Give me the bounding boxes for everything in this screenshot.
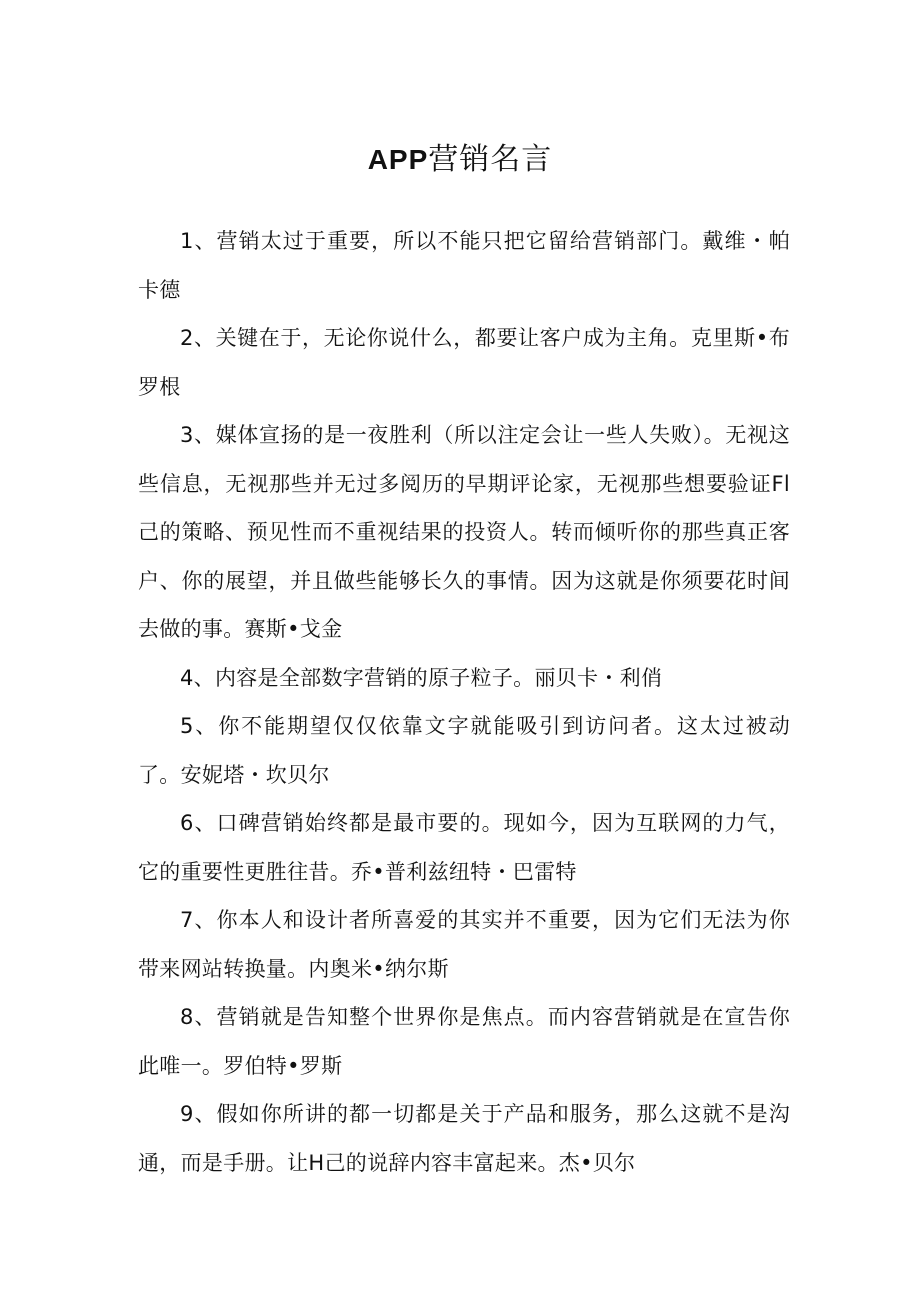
quote-item: 5、你不能期望仅仅依靠文字就能吸引到访问者。这太过被动了。安妮塔・坎贝尔 <box>138 714 790 787</box>
quote-item: 8、营销就是告知整个世界你是焦点。而内容营销就是在宣告你此唯一。罗伯特•罗斯 <box>138 1005 790 1078</box>
quote-list <box>138 217 790 1187</box>
document-title <box>0 136 920 184</box>
quote-item: 3、媒体宣扬的是一夜胜利（所以注定会让一些人失败）。无视这些信息，无视那些并无过多阅历的早期评论家，无视那些想要验证Fl己的策略、预见性而不重视结果的投资人。转而倾听你的那些真正客户、你的展望，并且做些能够长久的事情。因为这就是你须要花时间去做的事。赛斯•戈金 <box>138 423 790 641</box>
quote-item: 9、假如你所讲的都一切都是关于产品和服务，那么这就不是沟通，而是手册。让H己的说辞内容丰富起来。杰•贝尔 <box>138 1102 790 1175</box>
title-cjk: 营销名言 <box>428 142 553 177</box>
title-latin: APP <box>367 144 429 175</box>
quote-item: 4、内容是全部数字营销的原子粒子。丽贝卡・利俏 <box>180 665 663 690</box>
quote-item: 7、你本人和设计者所喜爱的其实并不重要，因为它们无法为你带来网站转换量。内奥米•纳尔斯 <box>138 908 790 981</box>
quote-item: 2、关键在于，无论你说什么，都要让客户成为主角。克里斯•布罗根 <box>138 326 790 399</box>
quote-item: 6、口碑营销始终都是最市要的。现如今，因为互联网的力气，它的重要性更胜往昔。乔•普利兹纽特・巴雷特 <box>138 811 790 884</box>
quote-item: 1、营销太过于重要，所以不能只把它留给营销部门。戴维・帕卡德 <box>138 229 790 302</box>
